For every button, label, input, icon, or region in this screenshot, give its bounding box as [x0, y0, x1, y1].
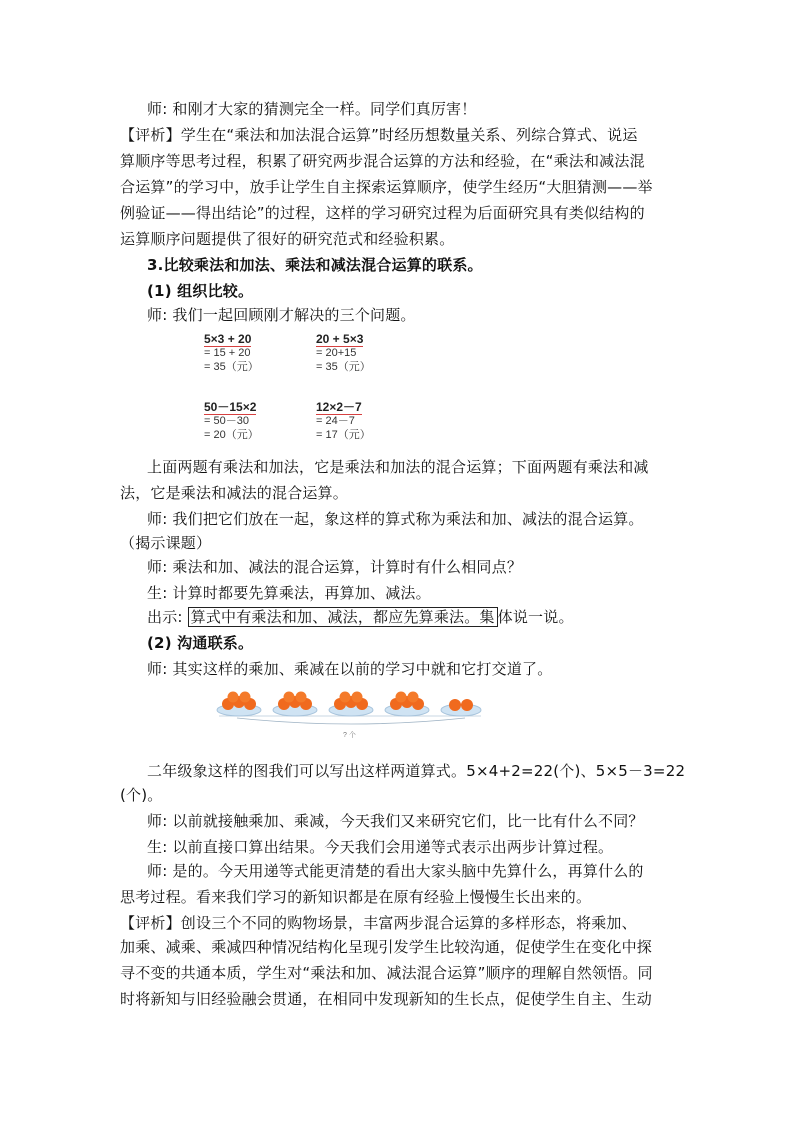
text-line: 师: 以前就接触乘加、乘减，今天我们又来研究它们，比一比有什么不同？: [147, 812, 644, 830]
text-line: （揭示课题）: [120, 534, 212, 552]
orange-icon: [284, 692, 295, 703]
text-line: 算顺序等思考过程，积累了研究两步混合运算的方法和经验，在“乘法和减法混: [120, 152, 645, 170]
label-show: 出示:: [147, 608, 188, 626]
calc-result: = 35（元）: [316, 361, 371, 373]
text-line: 【评析】学生在“乘法和加法混合运算”时经历想数量关系、列综合算式、说运: [120, 126, 638, 144]
calc-result: = 35（元）: [204, 361, 259, 373]
figure-caption: ? 个: [343, 732, 356, 739]
text-tail: 体说一说。: [497, 608, 574, 626]
plate-1: [217, 692, 261, 717]
text-line: 生: 以前直接口算出结果。今天我们会用递等式表示出两步计算过程。: [147, 838, 614, 856]
orange-icon: [449, 699, 461, 711]
text-line: 师: 我们把它们放在一起，象这样的算式称为乘法和加、减法的混合运算。: [147, 510, 644, 528]
text-line: 加乘、减乘、乘减四种情况结构化呈现引发学生比较沟通，促使学生在变化中探: [120, 938, 653, 956]
orange-icon: [461, 699, 473, 711]
text-line: 法，它是乘法和减法的混合运算。: [120, 484, 349, 502]
text-line: 师: 是的。今天用递等式能更清楚的看出大家头脑中先算什么，再算什么的: [147, 862, 644, 880]
text-line: 寻不变的共通本质，学生对“乘法和加、减法混合运算”顺序的理解自然领悟。同: [120, 964, 653, 982]
text-line: 二年级象这样的图我们可以写出这样两道算式。5×4+2=22(个)、5×5－3=22: [147, 762, 686, 780]
section-heading: 3.比较乘法和加法、乘法和减法混合运算的联系。: [147, 256, 483, 274]
brace-line: [237, 718, 465, 724]
plate-3: [329, 692, 373, 717]
plate-icon: [441, 704, 481, 716]
text-line: 合运算”的学习中，放手让学生自主探索运算顺序，使学生经历“大胆猜测——举: [120, 178, 653, 196]
calculation-2: [316, 332, 371, 374]
boxed-statement: 算式中有乘法和加、减法，都应先算乘法。集: [188, 607, 498, 627]
calc-step: = 20+15: [316, 347, 357, 359]
text-line: 时将新知与旧经验融会贯通，在相同中发现新知的生长点，促使学生自主、生动: [120, 990, 653, 1008]
orange-icon: [340, 692, 351, 703]
text-line: [147, 604, 693, 630]
fruit-plates-illustration: [215, 688, 485, 740]
text-line: (个)。: [120, 786, 163, 804]
subsection-heading: (1) 组织比较。: [147, 282, 254, 300]
calculation-1: [204, 332, 259, 374]
plate-2: [273, 692, 317, 717]
orange-icon: [240, 692, 251, 703]
calculation-3: [204, 400, 259, 442]
text-line: 【评析】创设三个不同的购物场景，丰富两步混合运算的多样形态，将乘加、: [120, 914, 637, 932]
calculation-4: [316, 400, 371, 442]
calc-expression: 5×3 + 20: [204, 332, 252, 346]
orange-icon: [228, 692, 239, 703]
orange-icon: [296, 692, 307, 703]
calc-expression: 12×2－7: [316, 400, 362, 414]
calc-expression: 20 + 5×3: [316, 332, 364, 346]
calc-result: = 17（元）: [316, 429, 371, 441]
orange-icon: [396, 692, 407, 703]
subsection-heading: (2) 沟通联系。: [147, 634, 254, 652]
calc-expression: 50－15×2: [204, 400, 257, 414]
plate-4: [385, 692, 429, 717]
calc-step: = 50－30: [204, 415, 249, 427]
text-line: 思考过程。看来我们学习的新知识都是在原有经验上慢慢生长出来的。: [120, 888, 592, 906]
plate-5: [441, 699, 481, 716]
calc-step: = 24－7: [316, 415, 355, 427]
text-line: 运算顺序问题提供了很好的研究范式和经验积累。: [120, 230, 455, 248]
text-line: 师: 乘法和加、减法的混合运算，计算时有什么相同点？: [147, 558, 523, 576]
text-line: 师: 和刚才大家的猜测完全一样。同学们真厉害！: [147, 100, 477, 118]
calc-result: = 20（元）: [204, 429, 259, 441]
calc-step: = 15 + 20: [204, 347, 251, 359]
text-line: 师: 我们一起回顾刚才解决的三个问题。: [147, 306, 416, 324]
text-line: 生: 计算时都要先算乘法，再算加、减法。: [147, 584, 431, 602]
orange-icon: [408, 692, 419, 703]
text-line: 例验证——得出结论”的过程，这样的学习研究过程为后面研究具有类似结构的: [120, 204, 645, 222]
orange-icon: [352, 692, 363, 703]
text-line: 师: 其实这样的乘加、乘减在以前的学习中就和它打交道了。: [147, 660, 553, 678]
text-line: 上面两题有乘法和加法，它是乘法和加法的混合运算；下面两题有乘法和减: [147, 458, 649, 476]
